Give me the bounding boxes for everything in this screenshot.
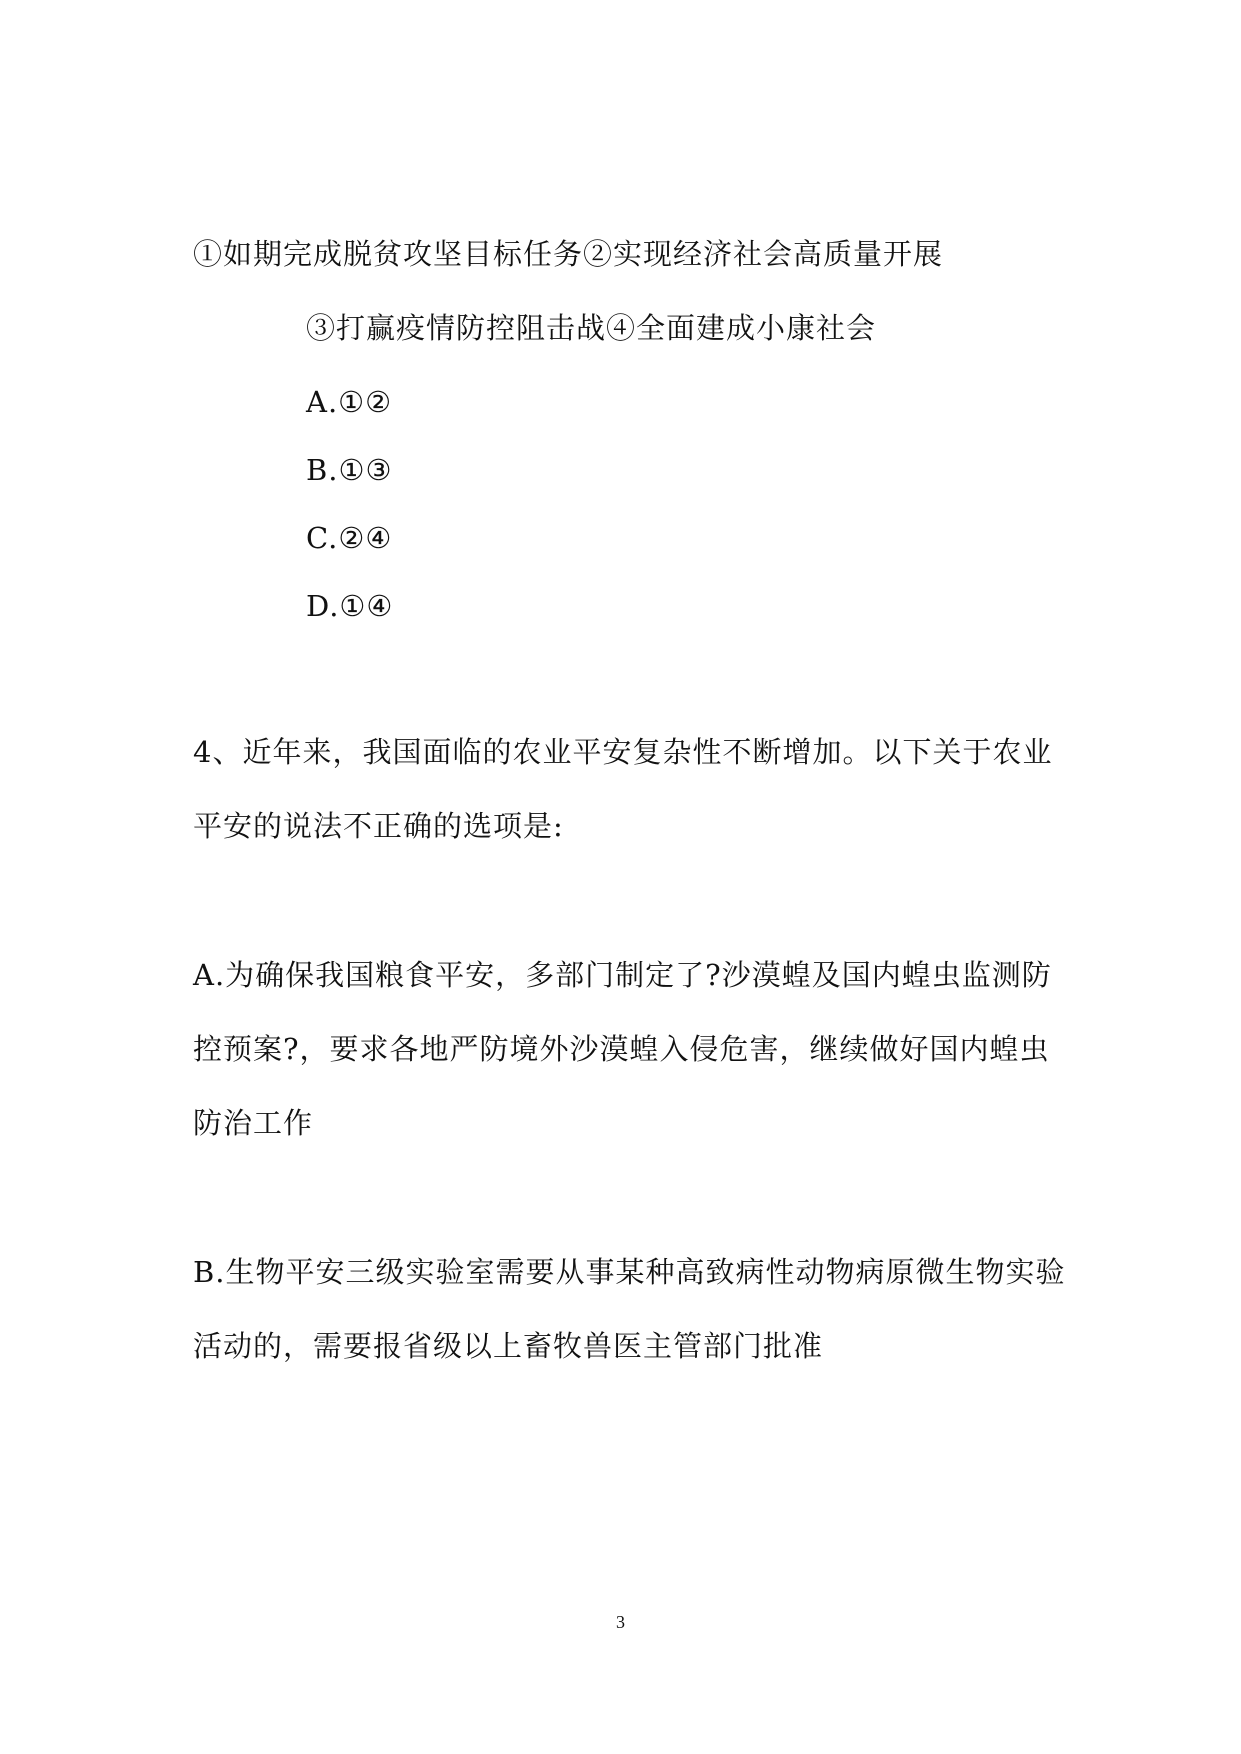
q3-option-a: A.①② — [306, 385, 393, 419]
q4-option-a-line-3: 防治工作 — [193, 1106, 314, 1140]
q3-statements-line-2: ③打赢疫情防控阻击战④全面建成小康社会 — [306, 311, 877, 345]
q4-stem-line-2: 平安的说法不正确的选项是: — [193, 809, 564, 843]
q4-stem-line-1: 4、近年来，我国面临的农业平安复杂性不断增加。以下关于农业 — [193, 735, 1053, 769]
q3-option-d: D.①④ — [306, 589, 394, 623]
q3-option-c: C.②④ — [306, 521, 393, 555]
q3-statements-line-1: ①如期完成脱贫攻坚目标任务②实现经济社会高质量开展 — [193, 237, 944, 271]
q4-option-b-line-2: 活动的，需要报省级以上畜牧兽医主管部门批准 — [193, 1329, 824, 1363]
q4-option-a-line-1: A.为确保我国粮食平安，多部门制定了?沙漠蝗及国内蝗虫监测防 — [193, 958, 1052, 992]
q4-option-a-line-2: 控预案?，要求各地严防境外沙漠蝗入侵危害，继续做好国内蝗虫 — [193, 1032, 1050, 1066]
q3-option-b: B.①③ — [306, 453, 393, 487]
q4-option-b-line-1: B.生物平安三级实验室需要从事某种高致病性动物病原微生物实验 — [193, 1255, 1066, 1289]
page-number: 3 — [616, 1612, 625, 1632]
